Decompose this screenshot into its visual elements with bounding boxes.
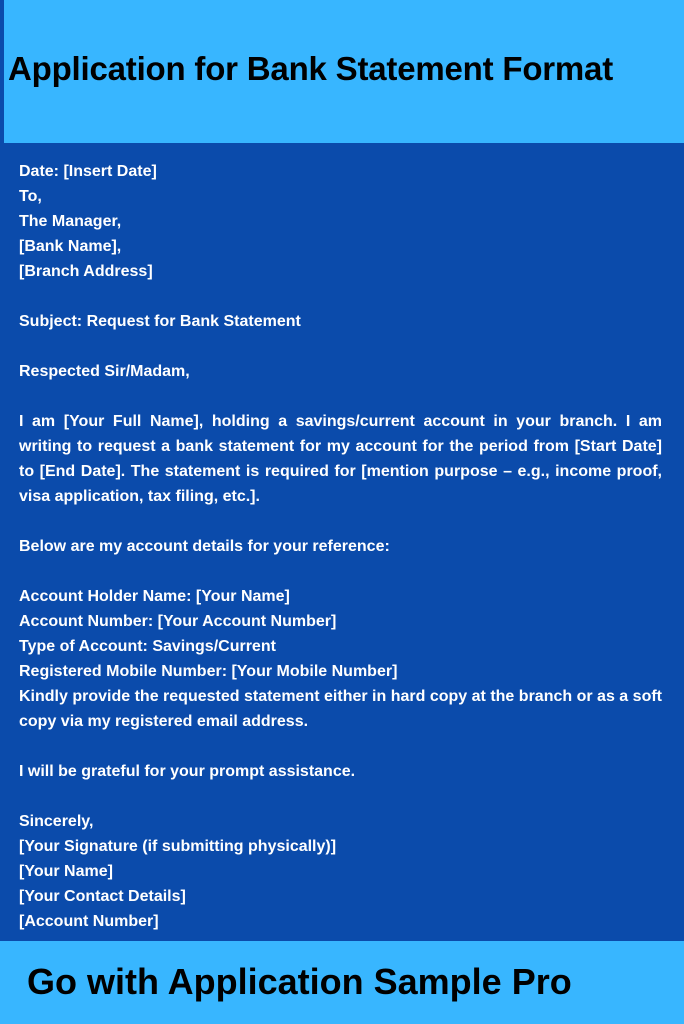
letter-intro-paragraph: I am [Your Full Name], holding a savings/current account in your branch. I am writing to request a bank statement for my account for the period from [Start Date] to [End Date]. The statement is required for [mention purpose – e.g., income proof, visa application, tax filing, etc.]. xyxy=(19,413,662,505)
spacer xyxy=(19,734,662,759)
letter-request-paragraph: Kindly provide the requested statement either in hard copy at the branch or as a soft copy via my registered email address. xyxy=(19,688,662,730)
page-title: Application for Bank Statement Format xyxy=(8,50,614,87)
spacer xyxy=(19,559,662,584)
letter-date: Date: [Insert Date] xyxy=(19,163,157,180)
spacer xyxy=(19,509,662,534)
account-holder-name: Account Holder Name: [Your Name] xyxy=(19,588,290,605)
letter-contact-details: [Your Contact Details] xyxy=(19,888,186,905)
letter-details-intro: Below are my account details for your reference: xyxy=(19,538,390,555)
footer-tagline: Go with Application Sample Pro xyxy=(27,961,572,1002)
letter-to: To, xyxy=(19,188,42,205)
letter-subject: Subject: Request for Bank Statement xyxy=(19,313,301,330)
letter-body xyxy=(19,159,662,934)
account-type: Type of Account: Savings/Current xyxy=(19,638,276,655)
account-number: Account Number: [Your Account Number] xyxy=(19,613,337,630)
spacer xyxy=(19,384,662,409)
header-banner xyxy=(0,0,684,143)
spacer xyxy=(19,334,662,359)
letter-salutation: Respected Sir/Madam, xyxy=(19,363,190,380)
letter-bank-name: [Bank Name], xyxy=(19,238,122,255)
letter-account-reference: [Account Number] xyxy=(19,913,159,930)
spacer xyxy=(19,784,662,809)
letter-recipient: The Manager, xyxy=(19,213,122,230)
spacer xyxy=(19,284,662,309)
letter-signature: [Your Signature (if submitting physically)] xyxy=(19,838,337,855)
letter-panel xyxy=(0,143,684,941)
registered-mobile-number: Registered Mobile Number: [Your Mobile Number] xyxy=(19,663,398,680)
letter-gratitude: I will be grateful for your prompt assistance. xyxy=(19,763,356,780)
footer-banner xyxy=(0,941,684,1024)
letter-branch-address: [Branch Address] xyxy=(19,263,153,280)
letter-closing: Sincerely, xyxy=(19,813,94,830)
letter-sender-name: [Your Name] xyxy=(19,863,113,880)
